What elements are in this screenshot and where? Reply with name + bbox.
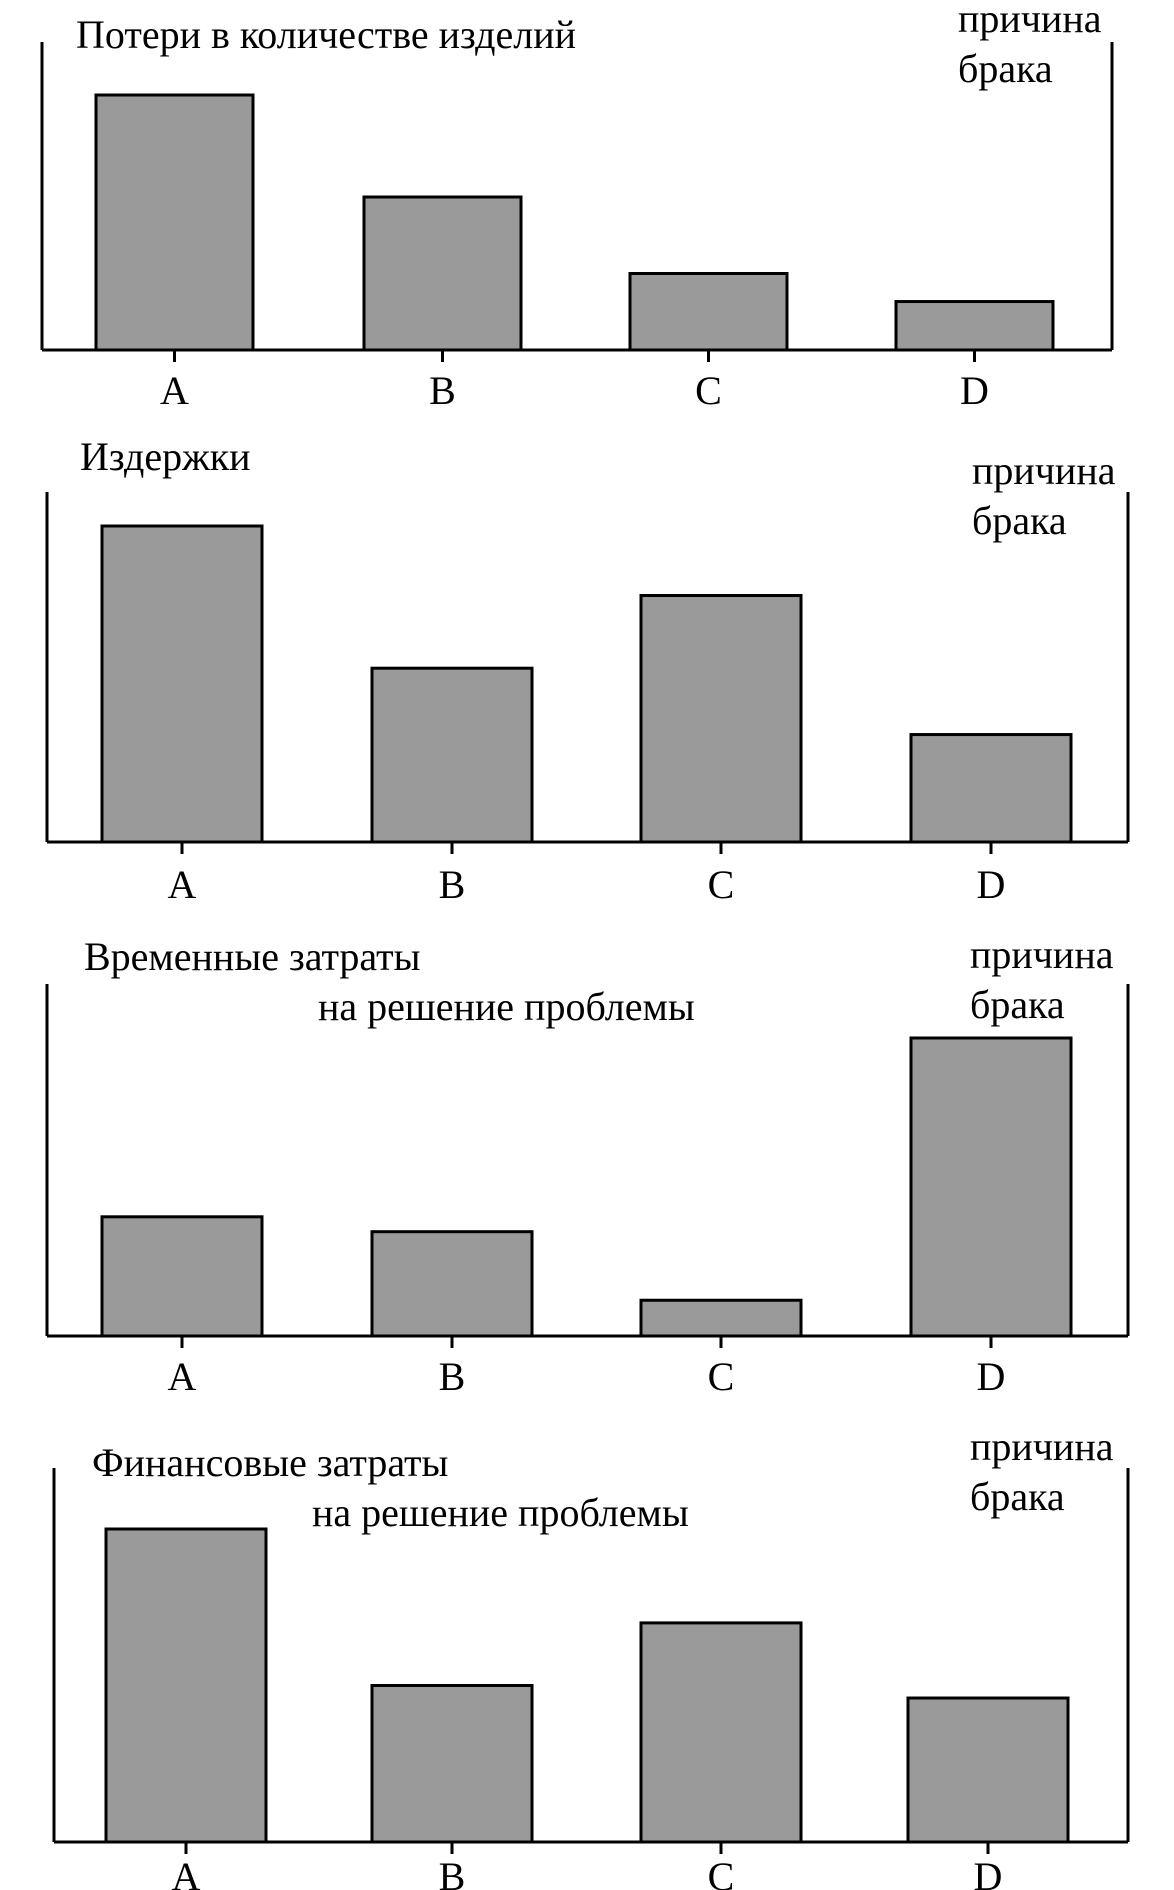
bar-b bbox=[372, 1232, 532, 1336]
x-tick-label: D bbox=[976, 862, 1006, 907]
x-axis-label-line: причина bbox=[970, 932, 1114, 977]
x-axis-label-line: причина bbox=[972, 448, 1116, 493]
bar-a bbox=[96, 95, 253, 350]
x-tick-label: C bbox=[707, 1354, 735, 1399]
x-tick-label: D bbox=[960, 368, 989, 413]
chart-panel-4 bbox=[54, 1424, 1128, 1890]
chart-title-line: на решение проблемы bbox=[312, 1490, 689, 1535]
bar-d bbox=[911, 735, 1071, 842]
x-axis-label-line: причина bbox=[970, 1424, 1114, 1469]
bar-c bbox=[641, 596, 801, 842]
bar-b bbox=[364, 197, 521, 350]
bar-b bbox=[372, 668, 532, 842]
chart-title-line: на решение проблемы bbox=[318, 984, 695, 1029]
chart-panel-1 bbox=[42, 0, 1112, 413]
x-tick-label: B bbox=[438, 862, 466, 907]
x-axis-label-line: брака bbox=[972, 498, 1067, 543]
x-tick-label: D bbox=[976, 1354, 1006, 1399]
bar-a bbox=[106, 1529, 266, 1842]
bar-c bbox=[630, 274, 787, 351]
bar-d bbox=[896, 302, 1053, 350]
chart-title-line: Потери в количестве изделий bbox=[76, 12, 576, 57]
bar-c bbox=[641, 1300, 801, 1336]
x-axis-label-line: брака bbox=[970, 982, 1065, 1027]
chart-panel-2 bbox=[47, 434, 1128, 907]
x-axis-label-line: брака bbox=[970, 1474, 1065, 1519]
bar-b bbox=[372, 1686, 532, 1843]
bar-d bbox=[908, 1698, 1068, 1842]
x-tick-label: C bbox=[707, 1854, 735, 1890]
x-tick-label: C bbox=[707, 862, 735, 907]
bar-d bbox=[911, 1038, 1071, 1336]
x-axis-label-line: брака bbox=[958, 46, 1053, 91]
x-tick-label: B bbox=[438, 1854, 466, 1890]
x-tick-label: D bbox=[973, 1854, 1003, 1890]
bar-a bbox=[102, 526, 262, 842]
bar-a bbox=[102, 1217, 262, 1336]
chart-title-line: Издержки bbox=[80, 434, 251, 479]
chart-title-line: Финансовые затраты bbox=[92, 1440, 449, 1485]
x-tick-label: C bbox=[695, 368, 722, 413]
bar-c bbox=[641, 1623, 801, 1842]
x-tick-label: B bbox=[429, 368, 456, 413]
x-tick-label: A bbox=[167, 862, 197, 907]
x-tick-label: A bbox=[160, 368, 189, 413]
chart-title-line: Временные затраты bbox=[84, 934, 421, 979]
x-axis-label-line: причина bbox=[958, 0, 1102, 41]
x-tick-label: B bbox=[438, 1354, 466, 1399]
x-tick-label: A bbox=[167, 1354, 197, 1399]
x-tick-label: A bbox=[171, 1854, 201, 1890]
chart-panel-3 bbox=[47, 932, 1128, 1399]
